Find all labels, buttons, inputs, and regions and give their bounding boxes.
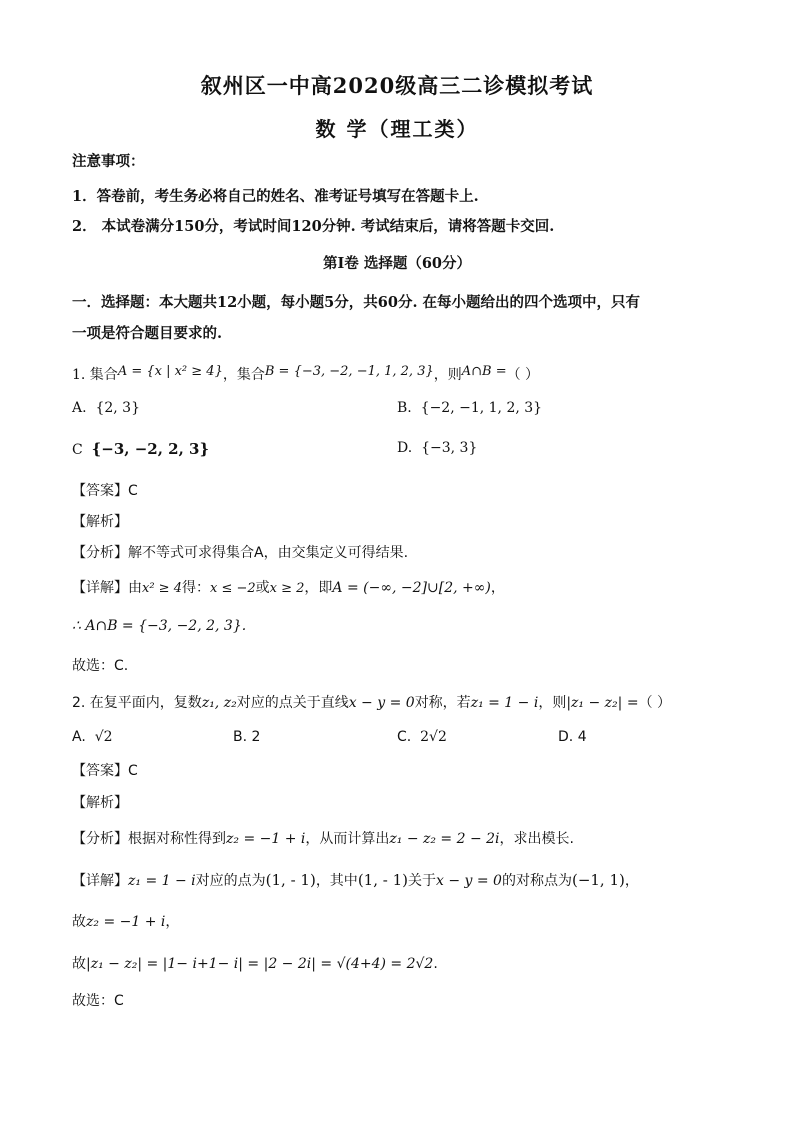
q2-stem-z: z₁, z₂ (201, 695, 237, 711)
q2-stem-z1: z₁ = 1 − i (470, 695, 539, 711)
q2-analysis-tag: 【解析】 (72, 795, 128, 811)
q1-answer (72, 480, 138, 500)
q1-option-a-text: {2, 3} (95, 400, 140, 416)
q2-detail-point3: (−1, 1) (571, 871, 625, 889)
exam-title: 叙州区一中高2020级高三二诊模拟考试 (200, 73, 594, 98)
q2-stem-part: ，则 (538, 695, 567, 711)
part-intro-line2: 一项是符合题目要求的. (72, 325, 223, 342)
q1-detail-ineq: x² ≥ 4 (142, 581, 182, 596)
q1-set-a: A = {x | x² ≥ 4} (117, 364, 223, 379)
q2-fenxi-tag: 【分析】 (72, 831, 128, 847)
q1-option-c (72, 440, 209, 458)
q1-fenxi (72, 542, 408, 562)
q2-line2-suffix: ， (165, 914, 180, 930)
q2-fenxi-z2: z₂ = −1 + i (226, 831, 306, 847)
q2-fenxi (72, 828, 574, 848)
q1-detail (72, 577, 505, 597)
part-heading: 第I卷 选择题（60分） (322, 255, 471, 272)
q1-stem-mid: ，集合 (222, 367, 265, 383)
q2-stem-paren: （ ） (638, 695, 672, 711)
q1-option-d (397, 440, 477, 456)
q2-line3-expr: |z₁ − z₂| = |1− i+1− i| = |2 − 2i| = √(4+4) = 2√2 (86, 956, 434, 972)
q2-line2 (72, 911, 179, 931)
part-intro-line1: 一．选择题：本大题共12小题，每小题5分，共60分. 在每小题给出的四个选项中，只有 (72, 294, 641, 311)
q2-line3-suffix: . (433, 956, 438, 972)
q2-option-a-text: √2 (94, 729, 113, 745)
notice-item-2: 2． 本试卷满分150分，考试时间120分钟. 考试结束后，请将答题卡交回. (72, 218, 555, 235)
q1-option-a (72, 400, 140, 416)
q2-option-b-text: 2 (251, 729, 261, 745)
q2-fenxi-part: 根据对称性得到 (128, 831, 226, 847)
q2-option-d-text: 4 (577, 729, 587, 745)
q1-fenxi-tag: 【分析】 (72, 545, 128, 561)
q2-option-c-text: 2√2 (420, 729, 447, 745)
q1-option-d-text: {−3, 3} (421, 440, 478, 456)
q2-option-c (397, 729, 447, 745)
q2-detail-part: 关于 (407, 873, 436, 889)
q2-stem-part: 对应的点关于直线 (236, 695, 349, 711)
notice-item-1: 1．答卷前，考生务必将自己的姓名、准考证号填写在答题卡上. (72, 188, 479, 205)
q2-detail-part: 对应的点为 (195, 873, 266, 889)
q2-fenxi-diff: z₁ − z₂ = 2 − 2i (389, 831, 500, 847)
q2-line3 (72, 953, 438, 973)
q1-set-b: B = {−3, −2, −1, 1, 2, 3} (264, 364, 434, 379)
q1-detail-part: 由 (128, 580, 142, 596)
q1-detail-part: 得： (181, 580, 210, 596)
q1-detail-part: ，即 (304, 580, 333, 596)
q1-option-b-letter: B. (397, 400, 412, 416)
q1-detail-part: 或 (255, 580, 270, 596)
q2-detail-z1: z₁ = 1 − i (128, 873, 196, 889)
q2-line3-prefix: 故 (72, 956, 86, 972)
q1-answer-tag: 【答案】 (72, 483, 128, 499)
q1-choose: 故选：C. (72, 658, 129, 674)
q1-option-b-text: {−2, −1, 1, 2, 3} (420, 400, 543, 416)
q1-analysis-tag: 【解析】 (72, 514, 128, 530)
question-2-stem (72, 692, 671, 712)
exam-subtitle: 数 学（理工类） (315, 117, 479, 141)
q1-detail-tag: 【详解】 (72, 580, 128, 596)
q2-stem-part: 对称，若 (414, 695, 471, 711)
q2-detail-point: (1, - 1) (265, 871, 316, 889)
q2-stem-abs: |z₁ − z₂| = (566, 695, 639, 711)
q2-answer-value: C (128, 763, 138, 779)
q2-line2-prefix: 故 (72, 914, 86, 930)
q1-detail-ineq3: x ≥ 2 (269, 581, 305, 596)
q2-option-d (558, 729, 587, 745)
q2-stem-line: x − y = 0 (348, 695, 415, 711)
q2-option-d-letter: D. (558, 729, 574, 745)
q1-stem-mid2: ，则 (433, 367, 462, 383)
q2-option-b-letter: B. (233, 729, 248, 745)
q2-answer-tag: 【答案】 (72, 763, 128, 779)
q2-detail-part: 的对称点为 (501, 873, 572, 889)
q1-option-a-letter: A. (72, 400, 87, 416)
q2-detail-part: ， (624, 873, 639, 889)
q2-detail-line: x − y = 0 (435, 873, 502, 889)
q2-option-a (72, 729, 113, 745)
q2-detail-point2: (1, - 1) (357, 871, 408, 889)
q2-answer (72, 760, 138, 780)
q2-fenxi-part: ，求出模长. (499, 831, 574, 847)
q2-detail-tag: 【详解】 (72, 873, 128, 889)
q1-detail-set: A = (−∞, −2]∪[2, +∞) (332, 580, 491, 596)
q1-expr: A∩B = (461, 364, 507, 379)
q1-detail-ineq2: x ≤ −2 (209, 581, 256, 596)
q2-stem-part: 2. 在复平面内，复数 (72, 695, 202, 711)
q1-stem-prefix: 1. 集合 (72, 367, 118, 383)
q2-detail (72, 870, 639, 890)
q2-option-a-letter: A. (72, 729, 86, 745)
q2-option-c-letter: C. (397, 729, 412, 745)
question-1-stem (72, 364, 539, 384)
q2-option-b (233, 729, 260, 745)
q2-line2-expr: z₂ = −1 + i (86, 914, 166, 930)
q1-option-c-letter: C (72, 442, 83, 458)
q1-answer-value: C (128, 483, 138, 499)
q1-option-b (397, 400, 542, 416)
q1-fenxi-text: 解不等式可求得集合A，由交集定义可得结果. (128, 545, 409, 561)
q2-fenxi-part: ，从而计算出 (305, 831, 390, 847)
q1-option-d-letter: D. (397, 440, 413, 456)
q1-paren: （ ） (506, 367, 540, 383)
q1-option-c-text: {−3, −2, 2, 3} (91, 440, 210, 458)
q2-detail-part: ，其中 (315, 873, 358, 889)
notice-heading: 注意事项： (72, 153, 145, 170)
q2-choose: 故选：C (72, 993, 124, 1009)
q1-detail-part: ， (490, 580, 505, 596)
q1-conclusion: ∴ A∩B = {−3, −2, 2, 3}. (72, 618, 247, 634)
